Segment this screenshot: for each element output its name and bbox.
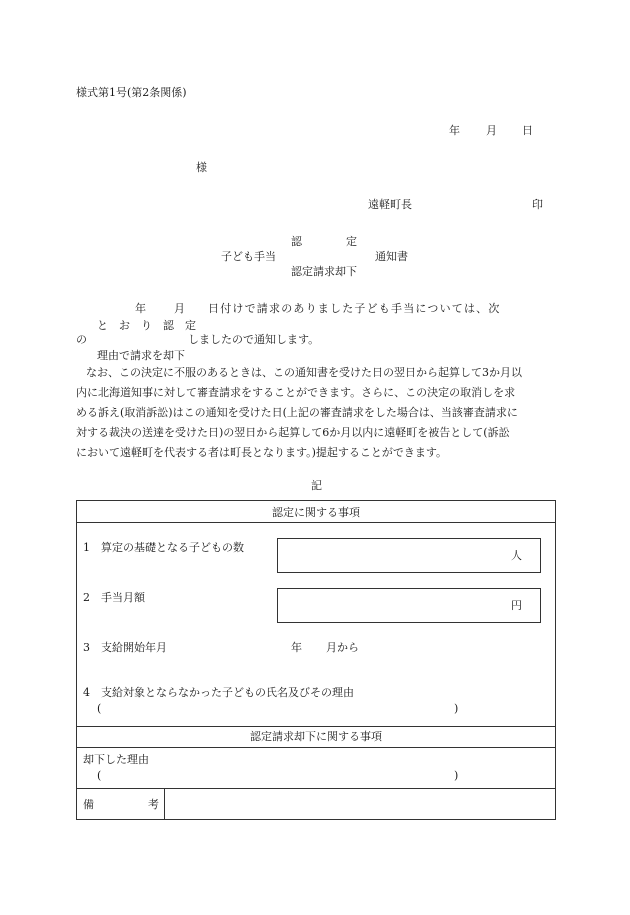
appeal-notice-line4: 対する裁決の送達を受けた日)の翌日から起算して6か月以内に遠軽町を被告として(訴訟: [76, 426, 510, 439]
title-option-certify: 認 定: [291, 235, 357, 248]
item4-open-paren: (: [97, 702, 102, 715]
date-year-label: 年: [449, 124, 460, 137]
child-count-unit: 人: [511, 549, 522, 562]
body-line3: しましたので通知します。: [188, 333, 320, 346]
item4-close-paren: ): [454, 702, 459, 715]
body-month-label: 月: [174, 302, 185, 315]
appeal-notice-line5: において遠軽町を代表する者は町長となります。)提起することができます。: [76, 446, 448, 459]
date-day-label: 日: [522, 124, 533, 137]
divider: [77, 726, 555, 727]
item1-label: 1 算定の基礎となる子どもの数: [83, 541, 244, 554]
child-count-field[interactable]: [277, 538, 541, 573]
title-main-left: 子ども手当: [221, 250, 276, 263]
appeal-notice-line1: なお、この決定に不服のあるときは、この通知書を受けた日の翌日から起算して3か月以: [86, 366, 522, 379]
ki-heading: 記: [311, 479, 322, 492]
appeal-notice-line2: 内に北海道知事に対して審査請求をすることができます。さらに、この決定の取消しを求: [76, 386, 516, 399]
details-table: [76, 500, 556, 820]
body-line3-prefix: の: [76, 333, 87, 346]
item3-month-label: 月から: [326, 641, 359, 654]
section-reject-title: 認定請求却下に関する事項: [250, 730, 382, 743]
divider: [77, 522, 555, 523]
divider: [77, 747, 555, 748]
issuer-name: 遠軽町長: [368, 198, 412, 211]
item3-year-label: 年: [291, 641, 302, 654]
body-line4-option: 理由で請求を却下: [97, 349, 185, 362]
monthly-amount-field[interactable]: [277, 588, 541, 623]
form-number: 様式第1号(第2条関係): [76, 86, 187, 99]
item4-label: 4 支給対象とならなかった子どもの氏名及びその理由: [83, 686, 354, 699]
section-certify-title: 認定に関する事項: [272, 506, 360, 519]
reject-reason-label: 却下した理由: [83, 753, 149, 766]
reject-close-paren: ): [454, 769, 459, 782]
title-main-right: 通知書: [375, 250, 408, 263]
appeal-notice-line3: める訴え(取消訴訟)はこの通知を受けた日(上記の審査請求をした場合は、当該審査請求に: [76, 406, 518, 419]
seal-mark: 印: [532, 198, 543, 211]
addressee-suffix: 様: [196, 161, 207, 174]
remarks-divider: [164, 788, 165, 819]
remarks-label-1: 備: [83, 798, 94, 811]
remarks-label-2: 考: [148, 798, 159, 811]
monthly-amount-unit: 円: [511, 599, 522, 612]
title-option-reject: 認定請求却下: [291, 265, 357, 278]
body-year-label: 年: [135, 302, 146, 315]
reject-open-paren: (: [97, 769, 102, 782]
item3-label: 3 支給開始年月: [83, 641, 167, 654]
body-line1: 日付けで請求のありました子ども手当については、次: [208, 302, 501, 315]
item2-label: 2 手当月額: [83, 591, 145, 604]
divider: [77, 788, 555, 789]
date-month-label: 月: [486, 124, 497, 137]
body-line2-options: と お り 認 定: [97, 319, 196, 332]
